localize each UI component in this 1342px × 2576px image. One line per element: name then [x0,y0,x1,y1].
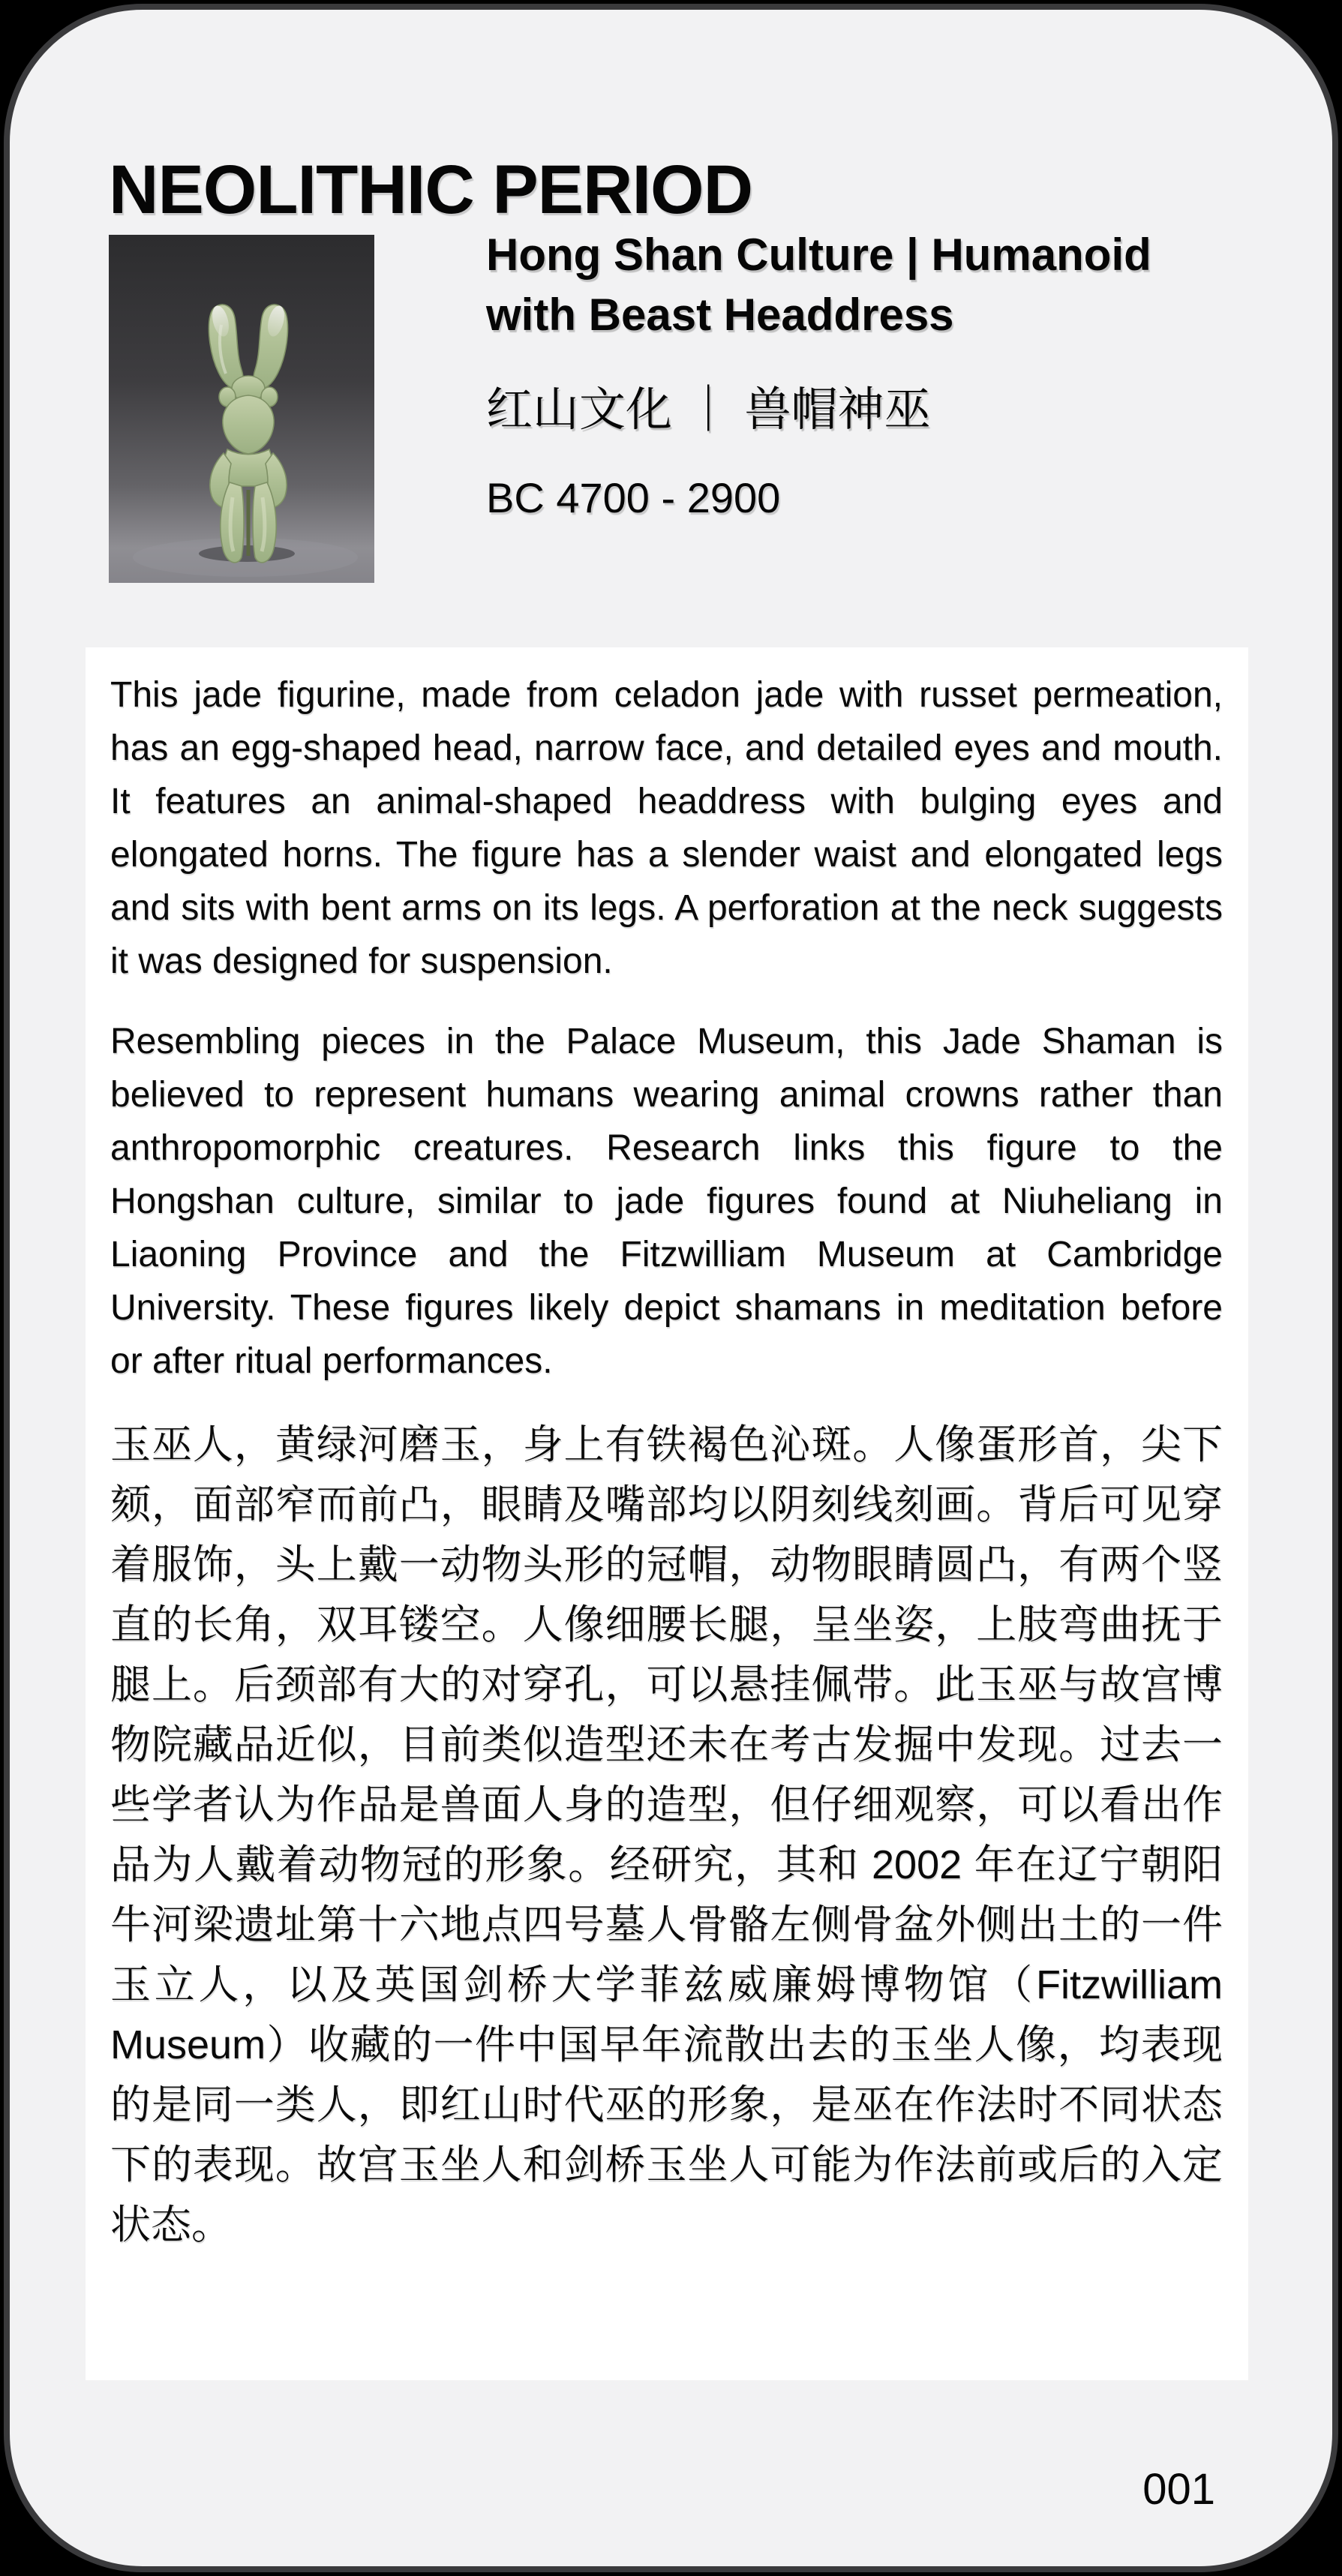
description-paragraph-en-2: Resembling pieces in the Palace Museum, this Jade Shaman is believed to represent humans wearing animal crowns rather than anthropomorphic creatures. Research links this figure to the Hongshan culture, similar to jade figures found at Niuheliang in Liaoning Province and the Fitzwilliam Museum at Cambridge University. These figures likely depict shamans in meditation before or after ritual performances. [110,1022,1223,1381]
description-paragraph-en-1: This jade figurine, made from celadon jade with russet permeation, has an egg-shaped head, narrow face, and detailed eyes and mouth. It features an animal-shaped headdress with bulging eyes and elongated horns. The figure has a slender waist and elongated legs and sits with bent arms on its legs. A perforation at the neck suggests it was designed for suspension. [110,675,1223,981]
jade-figurine-image [109,235,374,583]
description-paragraph-zh: 玉巫人，黄绿河磨玉，身上有铁褐色沁斑。人像蛋形首，尖下颏，面部窄而前凸，眼睛及嘴部均以阴刻线刻画。背后可见穿着服饰，头上戴一动物头形的冠帽，动物眼睛圆凸，有两个竖直的长角，双耳镂空。人像细腰长腿，呈坐姿，上肢弯曲抚于腿上。后颈部有大的对穿孔，可以悬挂佩带。此玉巫与故宫博物院藏品近似，目前类似造型还未在考古发掘中发现。过去一些学者认为作品是兽面人身的造型，但仔细观察，可以看出作品为人戴着动物冠的形象。经研究，其和 2002 年在辽宁朝阳牛河梁遗址第十六地点四号墓人骨骼左侧骨盆外侧出土的一件玉立人，以及英国剑桥大学菲兹威廉姆博物馆（Fitzwilliam Museum）收藏的一件中国早年流散出去的玉坐人像，均表现的是同一类人，即红山时代巫的形象，是巫在作法时不同状态下的表现。故宫玉坐人和剑桥玉坐人可能为作法前或后的入定状态。 [110,1422,1223,2247]
catalog-page-card [4,4,1338,2572]
artifact-date-range: BC 4700 - 2900 [486,474,781,522]
artifact-name-english: Hong Shan Culture | Humanoid with Beast Headdress [486,230,1151,340]
torso [224,449,273,486]
artifact-header [486,225,1244,524]
description-box [86,647,1248,2380]
artifact-photo [109,235,374,583]
artifact-name-chinese: 红山文化 ｜ 兽帽神巫 [486,384,931,436]
page-number: 001 [1142,2465,1215,2514]
page-title: NEOLITHIC PERIOD [109,151,753,228]
